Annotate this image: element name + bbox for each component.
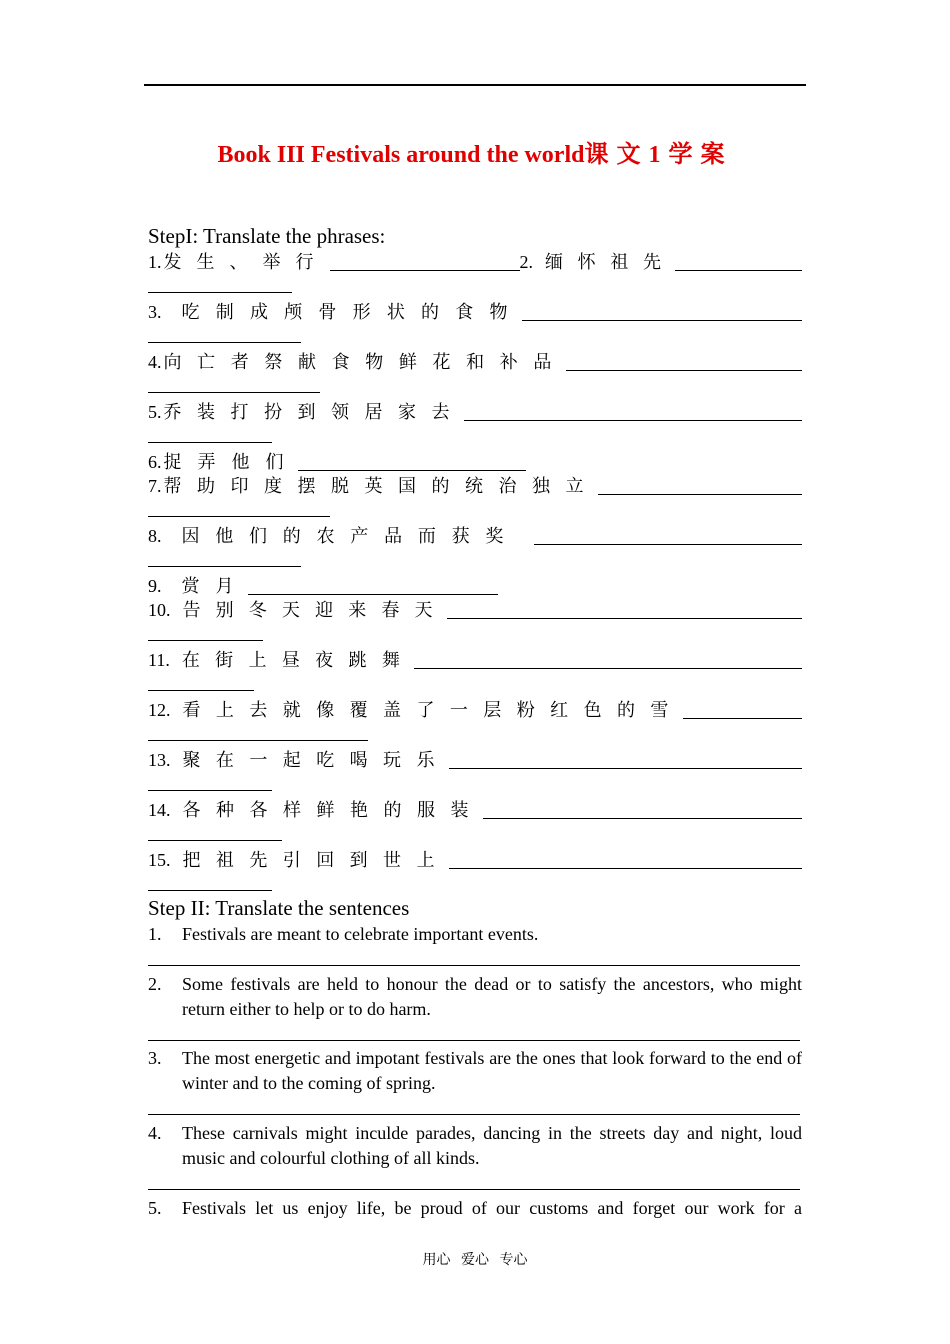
phrase-row bbox=[148, 598, 802, 620]
phrase-text: 发 生 、 举 行 bbox=[163, 252, 314, 272]
phrase-number: 11. bbox=[148, 650, 170, 670]
title-english: Book III Festivals around the world bbox=[217, 142, 585, 168]
phrase-text: 缅 怀 祖 先 bbox=[545, 252, 661, 272]
answer-blank-continued[interactable] bbox=[148, 566, 301, 567]
answer-blank-continued[interactable] bbox=[148, 890, 272, 891]
header-rule bbox=[144, 84, 806, 86]
answer-blank-continued[interactable] bbox=[148, 790, 272, 791]
answer-blank-continued[interactable] bbox=[148, 342, 301, 343]
sentence-text: The most energetic and impotant festivals are the ones that look forward to the end of winter and to the coming of spring. bbox=[182, 1048, 802, 1093]
phrase-text: 乔 装 打 扮 到 领 居 家 去 bbox=[163, 402, 450, 422]
phrase-row bbox=[148, 300, 802, 322]
phrase-text: 看 上 去 就 像 覆 盖 了 一 层 粉 红 色 的 雪 bbox=[182, 700, 669, 720]
sentence-item bbox=[148, 1046, 802, 1096]
sentence-number: 3. bbox=[148, 1048, 162, 1068]
phrase-number: 10. bbox=[148, 600, 171, 620]
phrase-row bbox=[148, 474, 802, 496]
answer-blank-continued[interactable] bbox=[148, 740, 368, 741]
sentence-text: Festivals are meant to celebrate important events. bbox=[182, 924, 539, 944]
phrase-number: 12. bbox=[148, 700, 171, 720]
answer-line[interactable] bbox=[148, 965, 800, 966]
phrase-text: 在 街 上 昼 夜 跳 舞 bbox=[181, 650, 400, 670]
answer-blank-continued[interactable] bbox=[148, 640, 263, 641]
sentence-text: Some festivals are held to honour the dead or to satisfy the ancestors, who might return either to help or to do harm. bbox=[182, 974, 802, 1019]
phrase-text: 因 他 们 的 农 产 品 而 获 奖 bbox=[181, 526, 504, 546]
sentence-item bbox=[148, 1196, 802, 1221]
phrase-number: 1. bbox=[148, 252, 162, 272]
phrase-row-1-2 bbox=[148, 250, 802, 272]
answer-blank-continued[interactable] bbox=[148, 690, 254, 691]
answer-blank[interactable] bbox=[483, 818, 803, 819]
answer-blank[interactable] bbox=[522, 320, 803, 321]
sentence-item bbox=[148, 922, 802, 947]
answer-blank-continued[interactable] bbox=[148, 292, 292, 293]
phrase-number: 2. bbox=[519, 252, 533, 272]
answer-blank-continued[interactable] bbox=[148, 442, 272, 443]
answer-blank-continued[interactable] bbox=[148, 840, 282, 841]
sentence-number: 5. bbox=[148, 1198, 162, 1218]
page-title bbox=[0, 134, 950, 169]
phrase-row bbox=[148, 400, 802, 422]
phrase-text: 吃 制 成 颅 骨 形 状 的 食 物 bbox=[181, 302, 508, 322]
answer-blank[interactable] bbox=[534, 544, 803, 545]
phrase-row bbox=[148, 798, 802, 820]
phrase-number: 6. bbox=[148, 452, 162, 472]
phrase-text: 捉 弄 他 们 bbox=[163, 452, 284, 472]
answer-blank[interactable] bbox=[449, 868, 803, 869]
phrase-number: 13. bbox=[148, 750, 171, 770]
phrase-number: 14. bbox=[148, 800, 171, 820]
answer-line[interactable] bbox=[148, 1189, 800, 1190]
phrase-number: 3. bbox=[148, 302, 162, 322]
phrase-text: 各 种 各 样 鲜 艳 的 服 装 bbox=[182, 800, 469, 820]
title-chinese: 课文1学案 bbox=[584, 142, 733, 168]
page-footer: 用心 爱心 专心 bbox=[422, 1252, 528, 1268]
phrase-row bbox=[148, 648, 802, 670]
phrase-number: 5. bbox=[148, 402, 162, 422]
phrase-number: 8. bbox=[148, 526, 162, 546]
answer-blank[interactable] bbox=[330, 270, 520, 271]
phrase-number: 15. bbox=[148, 850, 171, 870]
step2-heading: Step II: Translate the sentences bbox=[148, 896, 410, 920]
sentence-number: 2. bbox=[148, 974, 162, 994]
sentence-item bbox=[148, 1121, 802, 1171]
answer-blank[interactable] bbox=[447, 618, 803, 619]
answer-blank-continued[interactable] bbox=[148, 516, 330, 517]
phrase-text: 告 别 冬 天 迎 来 春 天 bbox=[182, 600, 433, 620]
answer-blank[interactable] bbox=[414, 668, 802, 669]
sentence-number: 4. bbox=[148, 1123, 162, 1143]
answer-blank[interactable] bbox=[683, 718, 803, 719]
answer-blank-continued[interactable] bbox=[148, 392, 320, 393]
step1-heading: StepI: Translate the phrases: bbox=[148, 224, 386, 248]
answer-line[interactable] bbox=[148, 1114, 800, 1115]
answer-blank[interactable] bbox=[675, 270, 802, 271]
sentence-text: Festivals let us enjoy life, be proud of our customs and forget our work for a bbox=[182, 1198, 802, 1218]
phrase-row bbox=[148, 450, 802, 472]
phrase-row bbox=[148, 574, 802, 596]
phrase-row bbox=[148, 350, 802, 372]
answer-blank[interactable] bbox=[566, 370, 803, 371]
phrase-text: 帮 助 印 度 摆 脱 英 国 的 统 治 独 立 bbox=[163, 476, 584, 496]
phrase-row bbox=[148, 848, 802, 870]
sentence-number: 1. bbox=[148, 924, 162, 944]
answer-blank[interactable] bbox=[449, 768, 803, 769]
sentence-item bbox=[148, 972, 802, 1022]
phrase-text: 赏 月 bbox=[181, 576, 234, 596]
answer-blank[interactable] bbox=[298, 470, 526, 471]
answer-blank[interactable] bbox=[598, 494, 803, 495]
phrase-text: 向 亡 者 祭 献 食 物 鲜 花 和 补 品 bbox=[163, 352, 552, 372]
phrase-row bbox=[148, 698, 802, 720]
phrase-row bbox=[148, 748, 802, 770]
answer-blank[interactable] bbox=[248, 594, 498, 595]
answer-line[interactable] bbox=[148, 1040, 800, 1041]
phrase-text: 把 祖 先 引 回 到 世 上 bbox=[182, 850, 435, 870]
sentence-text: These carnivals might inculde parades, dancing in the streets day and night, loud music and colourful clothing of all kinds. bbox=[182, 1123, 802, 1168]
phrase-number: 9. bbox=[148, 576, 162, 596]
answer-blank[interactable] bbox=[464, 420, 803, 421]
phrase-row bbox=[148, 524, 802, 546]
phrase-number: 4. bbox=[148, 352, 162, 372]
phrase-text: 聚 在 一 起 吃 喝 玩 乐 bbox=[182, 750, 435, 770]
phrase-number: 7. bbox=[148, 476, 162, 496]
